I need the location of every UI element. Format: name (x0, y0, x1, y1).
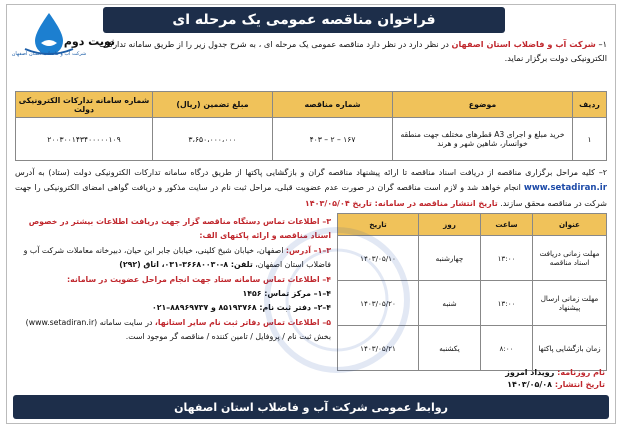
cell-row-no: ۱ (573, 118, 607, 161)
notice-title-text: فراخوان مناقصه عمومی یک مرحله ای (172, 12, 436, 28)
table-row (338, 236, 607, 281)
section-2 (15, 165, 607, 211)
cell-day: شنبه (419, 281, 481, 326)
cell-guarantee: ۳،۶۵۰،۰۰۰،۰۰۰ (153, 118, 273, 161)
intro-paragraph (99, 37, 607, 65)
contact-heading-5: ۵– اطلاعات تماس دفاتر ثبت نام سایر استانها، (154, 317, 331, 327)
col-header-title: عنوان (533, 214, 607, 236)
newspaper-label: نام روزنامه: (557, 368, 605, 377)
section2-part1: ۲– کلیه مراحل برگزاری مناقصه از دریافت اسناد مناقصه تا ارائه پیشنهاد مناقصه گران و بازگشایی پاکتها از طریق درگاه سامانه تدارکات الکترونیکی دولت (ستاد) به آدرس (15, 168, 607, 177)
col-header-guarantee: مبلغ تضمین (ریال) (153, 92, 273, 118)
cell-hour: ۱۳:۰۰ (481, 281, 533, 326)
cell-tender-no: ۱۶۷ – ۲ – ۴۰۳ (273, 118, 393, 161)
provinces-text: در سایت سامانه (www.setadiran.ir) بخش ثبت نام / پروفایل / تامین کننده / مناقصه گر موجود است. (25, 317, 331, 342)
col-header-subject: موضوع (393, 92, 573, 118)
contact-address (17, 244, 331, 273)
contact-heading-3: ۳– اطلاعات تماس دستگاه مناقصه گزار جهت دریافت اطلاعات بیشتر در خصوص اسناد مناقصه و ارائه پاکتهای الف: (28, 217, 331, 241)
call-center: ۴–۱– مرکز تماس: ۱۴۵۶ (242, 289, 331, 299)
notice-title (103, 7, 505, 33)
address-text: اصفهان، خیابان شیخ کلینی، خیابان جابر ابن حیان، دبیرخانه معاملات شرکت آب و فاضلاب استان اصفهان، (23, 245, 331, 270)
footer-banner (13, 395, 609, 419)
footer-banner-text: روابط عمومی شرکت آب و فاضلاب استان اصفهان (174, 400, 448, 414)
col-header-date: تاریخ (338, 214, 419, 236)
newspaper-line (505, 367, 605, 379)
cell-hour: ۸:۰۰ (481, 326, 533, 371)
cell-day: چهارشنبه (419, 236, 481, 281)
publish-date: تاریخ انتشار مناقصه در سامانه: تاریخ ۱۴۰۳/۰۵/۰۴ (304, 199, 498, 208)
cell-date: ۱۴۰۳/۰۵/۱۰ (338, 236, 419, 281)
contact-heading-4: ۴– اطلاعات تماس سامانه ستاد جهت انجام مراحل عضویت در سامانه: (67, 274, 331, 284)
col-header-setad-no: شماره سامانه تدارکات الکترونیکی دولت (16, 92, 153, 118)
publish-date-value: ۱۴۰۳/۰۵/۰۸ (507, 380, 555, 389)
cell-subject: خرید مبلغ و اجرای A3 قطرهای مختلف جهت منطقه خوانسار، شاهین شهر و هرند (393, 118, 573, 161)
round-label: نوبت دوم (63, 35, 115, 48)
cell-title: زمان بازگشایی پاکتها (533, 326, 607, 371)
tender-notice (6, 4, 616, 424)
cell-date: ۱۴۰۳/۰۵/۲۱ (338, 326, 419, 371)
address-label: ۳–۱– آدرس: (285, 245, 331, 255)
col-header-day: روز (419, 214, 481, 236)
col-header-row-no: ردیف (573, 92, 607, 118)
tender-table (15, 91, 607, 161)
col-header-tender-no: شماره مناقصه (273, 92, 393, 118)
publish-date-line (505, 379, 605, 391)
cell-hour: ۱۳:۰۰ (481, 236, 533, 281)
phone-text: تلفن: ۸-۳۶۶۸۰۰۳۰-۰۳۱، اتاق (۲۹۲) (119, 260, 253, 270)
table-row (338, 326, 607, 371)
setad-link[interactable]: www.setadiran.ir (523, 183, 607, 193)
cell-setad-no: ۲۰۰۳۰۰۱۴۳۴۰۰۰۰۰۱۰۹ (16, 118, 153, 161)
logo-caption: شرکت آب و فاضلاب استان اصفهان (11, 51, 87, 57)
publish-date-label: تاریخ انتشار: (554, 380, 605, 389)
cell-date: ۱۴۰۳/۰۵/۲۰ (338, 281, 419, 326)
intro-body: در نظر دارد در نظر دارد مناقصه عمومی یک مرحله ای ، به شرح جدول زیر را از طریق سامانه تدارکات الکترونیکی دولت برگزار نماید. (99, 39, 607, 63)
newspaper-name: رویداد امروز (505, 368, 558, 377)
col-header-hour: ساعت (481, 214, 533, 236)
cell-title: مهلت زمانی ارسال پیشنهاد (533, 281, 607, 326)
publication-info (505, 367, 605, 391)
table-row (338, 281, 607, 326)
registration-office: ۴–۲– دفتر ثبت نام: ۸۵۱۹۳۷۶۸ و ۸۸۹۶۹۷۳۷–۰۲۱ (151, 303, 331, 313)
cell-day: یکشنبه (419, 326, 481, 371)
cell-title: مهلت زمانی دریافت اسناد مناقصه (533, 236, 607, 281)
intro-number: ۱– (595, 39, 607, 49)
schedule-table (337, 213, 607, 371)
table-row (16, 118, 607, 161)
intro-org: شرکت آب و فاضلاب استان اصفهان (451, 39, 596, 49)
contact-provinces (17, 316, 331, 345)
section2-part2: انجام خواهد شد و لازم است مناقصه گران در صورت عدم عضویت قبلی، مراحل ثبت نام در سایت مذکور و دریافت گواهی امضای الکترونیکی را جهت شرکت در مناقصه محقق سازند. (15, 183, 607, 208)
contact-info (17, 215, 331, 345)
